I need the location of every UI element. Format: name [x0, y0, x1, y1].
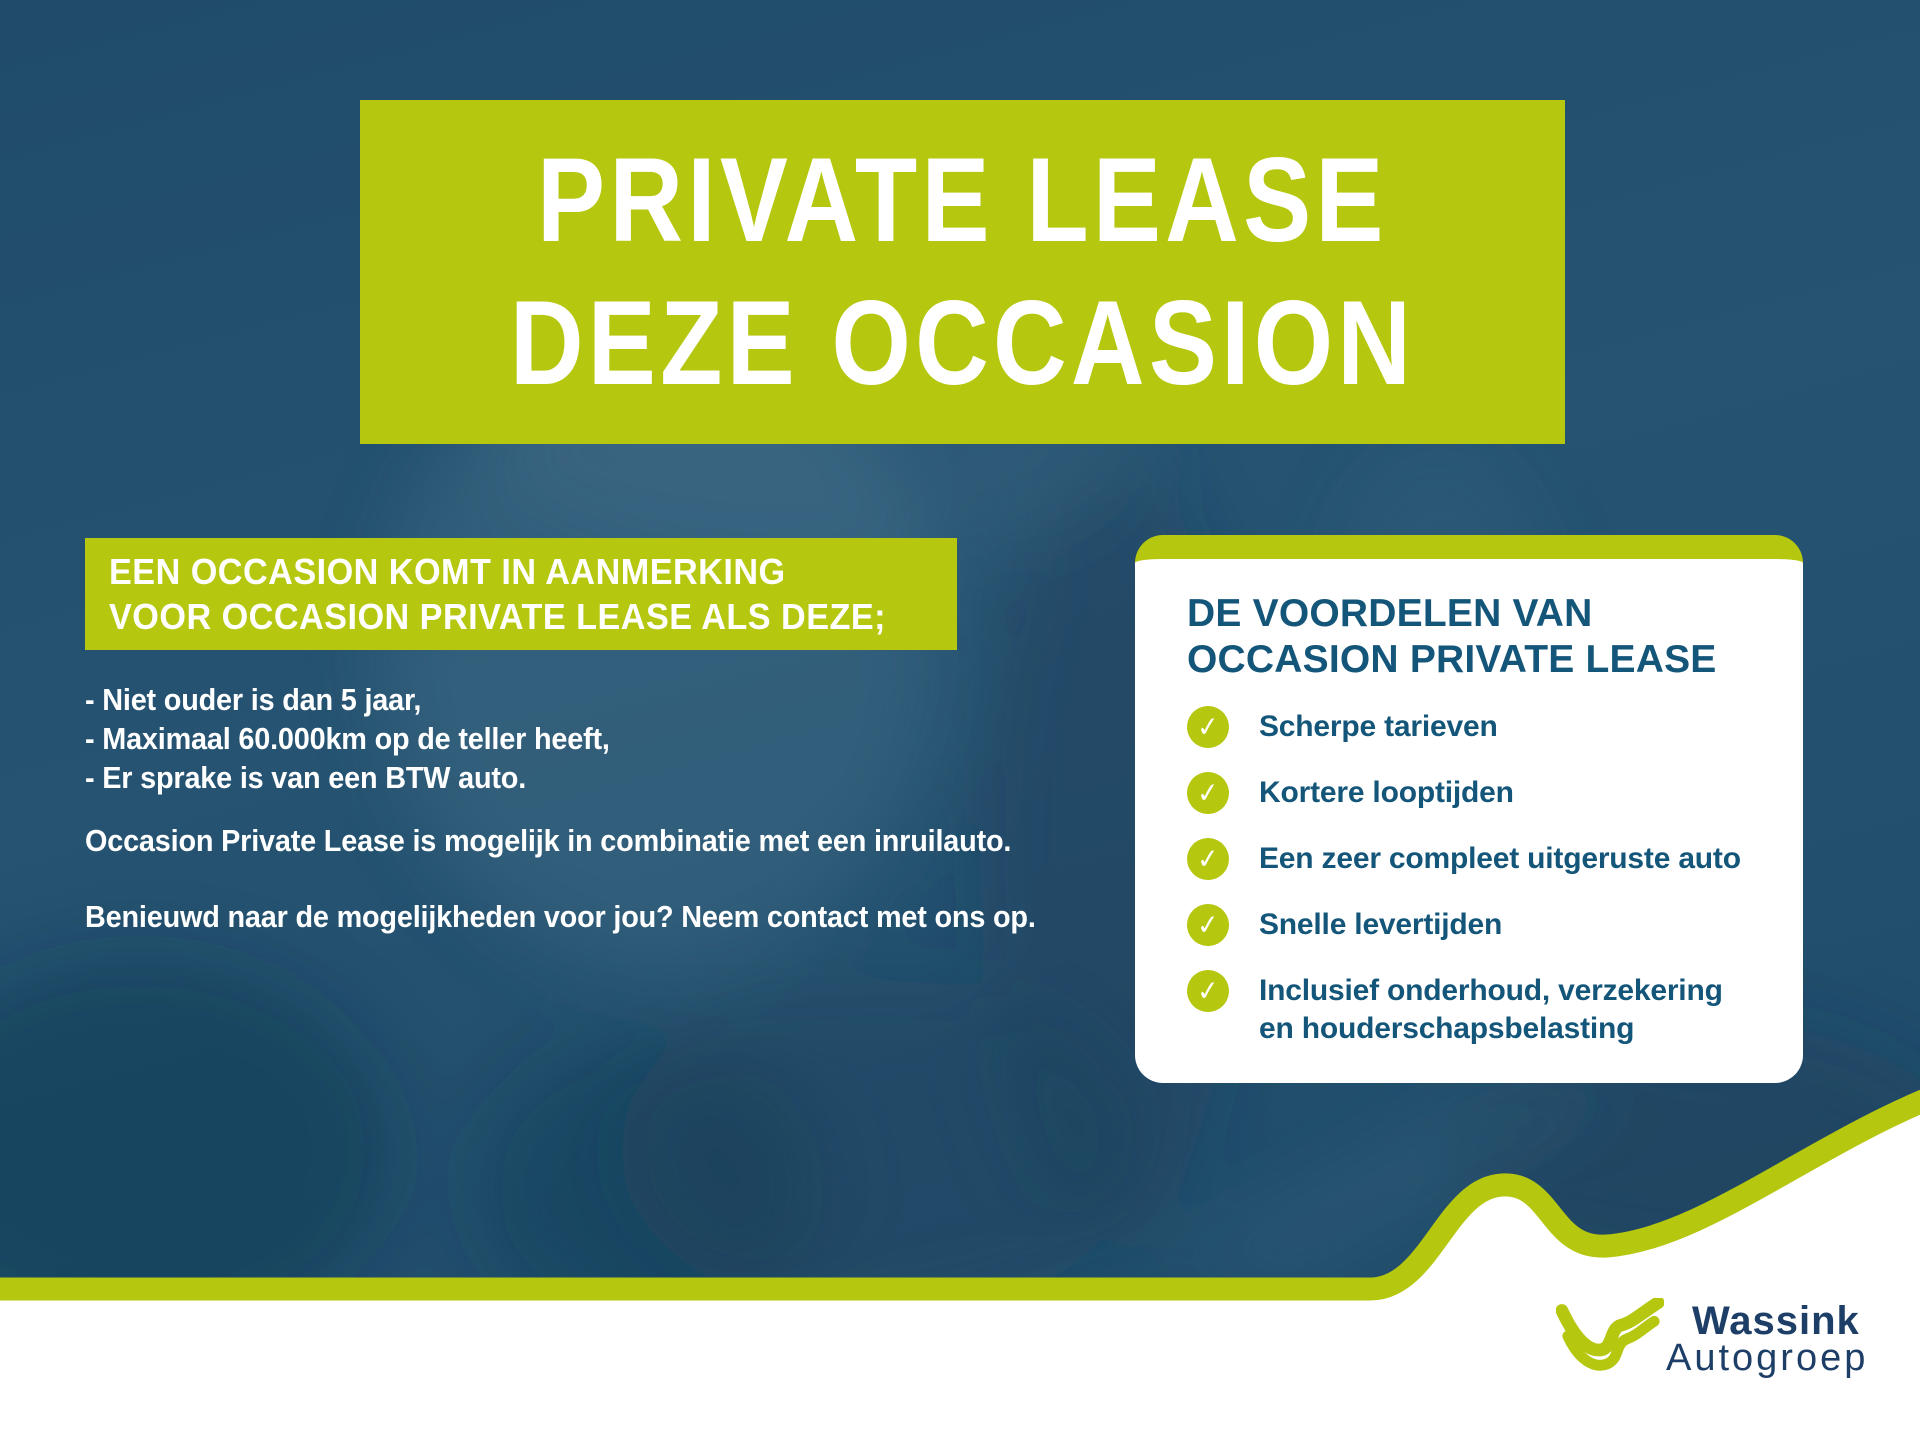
benefit-label: Snelle levertijden [1259, 908, 1503, 941]
benefit-label: Kortere looptijden [1259, 776, 1514, 809]
check-icon: ✓ [1185, 836, 1231, 882]
benefits-heading [1187, 591, 1763, 683]
qualification-heading-line1: EEN OCCASION KOMT IN AANMERKING [109, 551, 786, 592]
qualification-note-contact: Benieuwd naar de mogelijkheden voor jou? Neem contact met ons op. [85, 899, 1036, 934]
benefit-row [1187, 904, 1763, 946]
hero-banner [360, 100, 1565, 444]
footer-white-area [0, 1094, 1920, 1440]
check-icon: ✓ [1185, 704, 1231, 750]
qualification-note-trade-in: Occasion Private Lease is mogelijk in combinatie met een inruilauto. [85, 823, 1012, 858]
wassink-autogroep-logo [1556, 1298, 1868, 1380]
logo-text [1666, 1298, 1869, 1379]
check-icon: ✓ [1185, 902, 1231, 948]
hero-title-line1: PRIVATE LEASE [537, 133, 1388, 267]
hero-title-line2: DEZE OCCASION [509, 276, 1416, 410]
logo-subname: Autogroep [1666, 1336, 1869, 1379]
benefits-heading-line1: DE VOORDELEN VAN [1187, 592, 1593, 635]
qualification-banner [85, 538, 957, 650]
qualification-bullet: - Niet ouder is dan 5 jaar, [85, 682, 422, 717]
benefits-heading-line2: OCCASION PRIVATE LEASE [1187, 638, 1717, 681]
footer-wave [0, 1080, 1920, 1440]
qualification-bullet: - Er sprake is van een BTW auto. [85, 760, 527, 795]
benefit-row [1187, 706, 1763, 748]
benefits-card [1135, 535, 1803, 1083]
wassink-swoosh-icon [1556, 1298, 1664, 1380]
qualification-copy [85, 680, 1165, 936]
benefit-row [1187, 772, 1763, 814]
benefit-row [1187, 970, 1763, 1048]
benefit-label: Een zeer compleet uitgeruste auto [1259, 842, 1741, 875]
qualification-bullet: - Maximaal 60.000km op de teller heeft, [85, 721, 610, 756]
benefit-label: Scherpe tarieven [1259, 710, 1498, 743]
benefit-label: Inclusief onderhoud, verzekering en houderschapsbelasting [1259, 974, 1723, 1045]
check-icon: ✓ [1185, 770, 1231, 816]
benefits-list [1187, 706, 1763, 1048]
logo-name: Wassink [1692, 1298, 1860, 1343]
check-icon: ✓ [1185, 968, 1231, 1014]
benefit-row [1187, 838, 1763, 880]
qualification-heading-line2: VOOR OCCASION PRIVATE LEASE ALS DEZE; [109, 596, 887, 637]
